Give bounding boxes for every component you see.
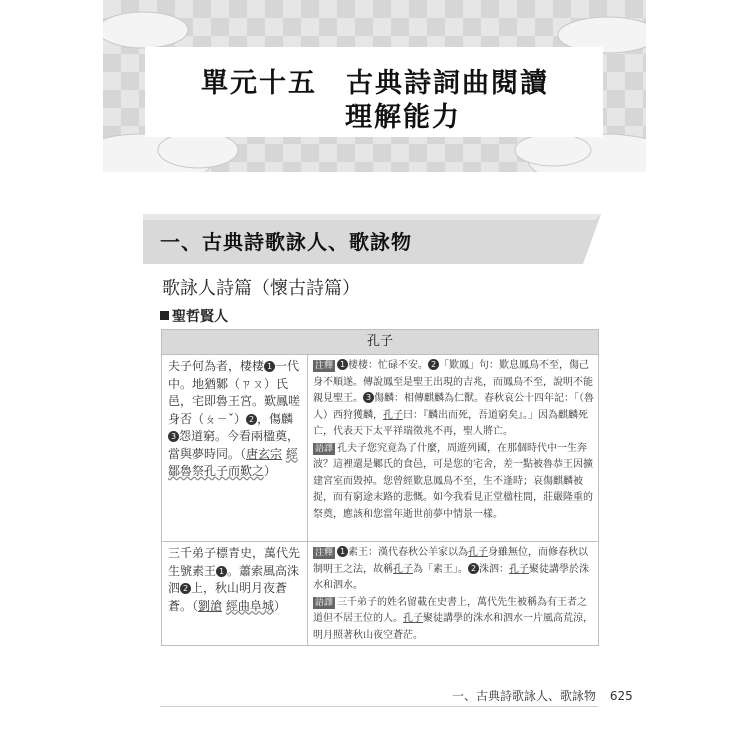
poem-author: 劉滄 — [198, 598, 223, 613]
section-title: 一、古典詩歌詠人、歌詠物 — [160, 230, 412, 254]
category-label: 聖哲賢人 — [172, 309, 228, 325]
subsection-title: 歌詠人詩篇（懷古詩篇） — [162, 278, 360, 299]
poem-notes: 注釋 1 棲棲：忙碌不安。 2 「歎鳳」句：歎息鳳鳥不至，傷己身不順遂。傳說鳳至是聖王出現的吉兆，而鳳鳥不至，說明不能親見聖王。 3 傷麟：相傳麒麟為仁獸。春秋哀公十四年記：「（魯人）西狩獲麟，孔子曰：『麟出而死，吾道窮矣』。」因為麒麟死亡，代表天下太平祥瑞徵兆不再，聖人將亡。 語譯 孔夫子您究竟為了什麼，周遊列國，在那個時代中一生奔波？這裡還是鄹氏的食邑，可是您的宅舍，差一點被魯恭王因擴建宮室而毀掉。您曾經歎息鳳鳥不至，生不逢時；哀傷麒麟被捉，而有窮途末路的悲慨。如今我看見正堂楹柱間，莊嚴隆重的祭奠，應該和您當年逝世前夢中情景一樣。 — [313, 360, 594, 520]
footnote-marker: 2 — [246, 414, 257, 425]
running-title: 一、古典詩歌詠人、歌詠物 — [452, 689, 597, 703]
translation-tag: 語譯 — [315, 597, 334, 608]
unit-title: 單元十五 古典詩詞曲閱讀 — [201, 68, 549, 99]
poem-text: 夫子何為者，棲棲 1 一代中。地猶鄹（ㄗㄡ）氏邑，宅即魯王宮。歎鳳嗟身否（ㄆㄧˇ） 2 ，傷麟3 怨道窮。今看兩楹奠，當與夢時同。（唐玄宗 經鄒魯祭孔子而歎之） — [168, 359, 301, 478]
page-number: 625 — [609, 689, 633, 703]
footnote-marker: 1 — [264, 361, 275, 372]
page-footer — [452, 687, 633, 704]
poem-table — [161, 329, 599, 646]
divider — [307, 354, 308, 645]
poem-notes: 注釋 1 素王：漢代春秋公羊家以為孔子身雖無位，而修春秋以制明王之法，故稱孔子為「素王」。 2 洙泗：孔子聚徒講學於洙水和泗水。 語譯 三千弟子的姓名留載在史書上，萬代先生被稱為有王者之道但不居王位的人。孔子聚徒講學的洙水和泗水一片風高荒涼，明月照著秋山夜空蒼茫。 — [313, 547, 593, 641]
divider — [162, 354, 598, 355]
divider — [162, 541, 598, 542]
annotation-tag: 注釋 — [315, 548, 334, 558]
footnote-marker: 2 — [428, 359, 439, 370]
title-box — [145, 47, 603, 137]
annotation-tag: 注釋 — [315, 361, 334, 371]
footnote-marker: 1 — [216, 566, 227, 577]
footnote-marker: 3 — [363, 392, 374, 403]
footnote-marker: 1 — [337, 359, 348, 370]
poem-author: 唐玄宗 — [246, 446, 283, 461]
translation-tag: 語譯 — [315, 443, 334, 454]
table-header: 孔子 — [162, 330, 598, 354]
footnote-marker: 3 — [168, 431, 179, 442]
poem-text: 三千弟子標青史，萬代先生號素王 1 。蕭索風高洙泗 2 上，秋山明月夜蒼蒼。（劉滄 經曲阜城） — [168, 546, 301, 613]
poem-source: 經鄒魯祭孔子而歎之 — [168, 446, 298, 478]
footnote-marker: 2 — [180, 583, 191, 594]
footer-rule — [160, 706, 598, 707]
footnote-marker: 2 — [468, 563, 479, 574]
square-bullet-icon — [160, 311, 169, 320]
poem-source: 經曲阜城 — [225, 598, 274, 613]
category-heading — [160, 306, 228, 326]
unit-subtitle: 理解能力 — [345, 102, 461, 133]
footnote-marker: 1 — [337, 546, 348, 557]
